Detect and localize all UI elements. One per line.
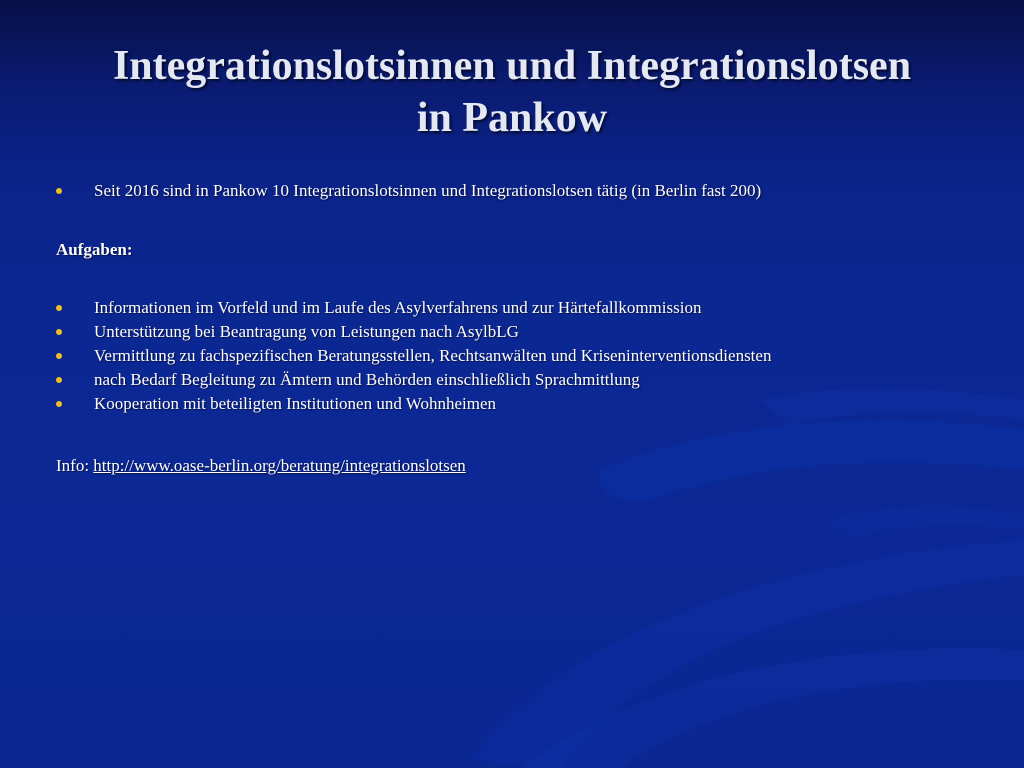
slide-title-line-1: Integrationslotsinnen und Integrationslotsen: [112, 43, 912, 89]
task-text: Kooperation mit beteiligten Institutionen und Wohnheimen: [94, 394, 496, 413]
tasks-heading: Aufgaben:: [56, 240, 133, 259]
bullet-dot-icon: [56, 305, 62, 311]
task-text: Vermittlung zu fachspezifischen Beratungsstellen, Rechtsanwälten und Kriseninterventionsdiensten: [94, 346, 772, 365]
slide-title: [40, 40, 984, 144]
bullet-dot-icon: [56, 377, 62, 383]
info-line: [56, 454, 466, 478]
bullet-dot-icon: [56, 188, 62, 194]
slide-title-line-2: in Pankow: [416, 95, 608, 141]
task-text: nach Bedarf Begleitung zu Ämtern und Behörden einschließlich Sprachmittlung: [94, 370, 640, 389]
bullet-dot-icon: [56, 401, 62, 407]
bullet-dot-icon: [56, 329, 62, 335]
task-text: Informationen im Vorfeld und im Laufe des Asylverfahrens und zur Härtefallkommission: [94, 298, 702, 317]
bullet-dot-icon: [56, 353, 62, 359]
info-label: Info:: [56, 456, 94, 475]
task-text: Unterstützung bei Beantragung von Leistungen nach AsylbLG: [94, 322, 519, 341]
info-link[interactable]: http://www.oase-berlin.org/beratung/integrationslotsen: [93, 456, 466, 475]
intro-bullet-text: Seit 2016 sind in Pankow 10 Integrationslotsinnen und Integrationslotsen tätig (in Berlin fast 200): [94, 181, 762, 200]
